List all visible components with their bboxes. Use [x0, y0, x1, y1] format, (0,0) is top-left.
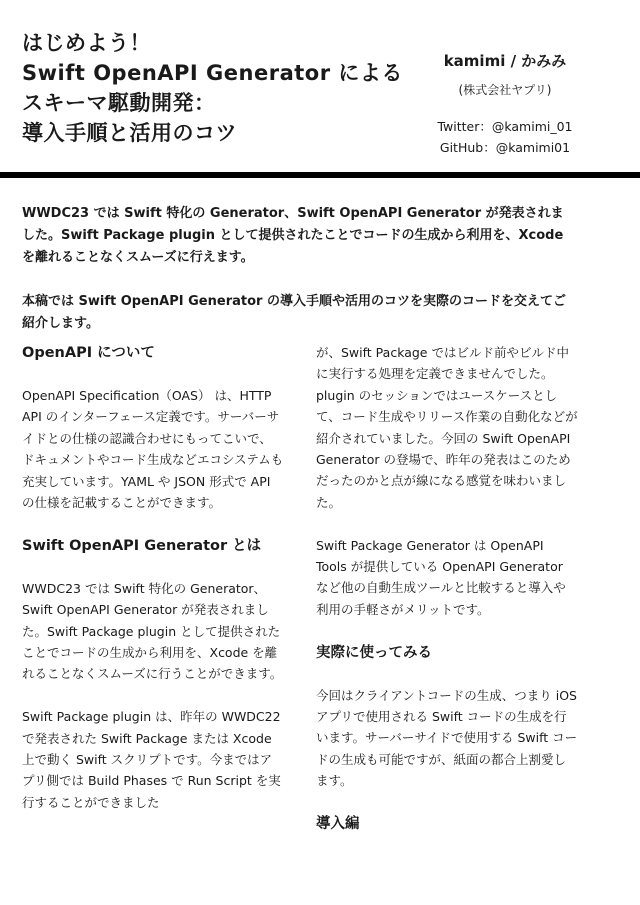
title-line-3: スキーマ駆動開発： [22, 91, 216, 115]
section-heading-generator: Swift OpenAPI Generator とは [22, 537, 262, 554]
try-it-paragraph: 今回はクライアントコードの生成、つまり iOS アプリで使用される Swift コードの生成を行います。サーバーサイドで使用する Swift コードの生成も可能ですが、紙面の都合上割愛します。 [316, 687, 578, 789]
title-line-4: 導入手順と活用のコツ [22, 121, 237, 145]
title-line-2: Swift OpenAPI Generator による [22, 61, 403, 85]
openapi-paragraph: OpenAPI Specification（OAS） は、HTTP API のインターフェース定義です。サーバーサイドとの仕様の認識合わせにもってこいで、ドキュメントやコード生成などエコシステムも充実しています。YAML や JSON 形式で API の仕様を記載することができます。 [22, 388, 284, 511]
author-company: (株式会社ヤプリ) [458, 83, 552, 97]
section-heading-setup: 導入編 [316, 816, 360, 833]
author-block [420, 50, 590, 158]
section-heading-try-it: 実際に使ってみる [316, 644, 432, 661]
title-line-1: はじめよう！ [22, 31, 151, 55]
article-title [22, 28, 422, 148]
plugin-paragraph: が、Swift Package ではビルド前やビルド中に実行する処理を定義できませんでした。plugin のセッションではユースケースとして、コード生成やリリース作業の自動化などが紹介されていました。今回の Swift OpenAPI Generator の登場で、昨年の発表はこのためだったのかと点が線になる感覚を味わいました。 [316, 345, 578, 510]
author-name: kamimi / かみみ [443, 52, 567, 70]
comparison-paragraph: Swift Package Generator は OpenAPI Tools が提供している OpenAPI Generator など他の自動生成ツールと比較すると導入や利用の手軽さがメリットです。 [316, 537, 566, 617]
generator-paragraph-1: WWDC23 では Swift 特化の Generator、Swift OpenAPI Generator が発表されました。Swift Package plugin として提供されたことでコードの生成から利用を、Xcode を離れることなくスムーズに行うことができます。 [22, 580, 283, 682]
intro-paragraph-1: WWDC23 では Swift 特化の Generator、Swift OpenAPI Generator が発表されました。Swift Package plugin として提供されたことでコードの生成から利用を、Xcode を離れることなくスムーズに行えます。 [22, 206, 564, 265]
left-column [22, 342, 284, 835]
section-heading-openapi: OpenAPI について [22, 345, 155, 361]
author-twitter: Twitter：@kamimi_01 [437, 119, 573, 134]
generator-paragraph-2: Swift Package plugin は、昨年の WWDC22 で発表された Swift Package または Xcode 上で動く Swift スクリプトです。今まではアプリ側では Build Phases で Run Script を実行することができました [22, 709, 281, 810]
author-github: GitHub：@kamimi01 [439, 140, 571, 155]
intro-section [22, 203, 574, 357]
header-divider [0, 172, 640, 178]
author-contact [420, 116, 590, 158]
intro-paragraph-2: 本稿では Swift OpenAPI Generator の導入手順や活用のコツを実際のコードを交えてご紹介します。 [22, 294, 566, 331]
right-column [316, 342, 578, 856]
